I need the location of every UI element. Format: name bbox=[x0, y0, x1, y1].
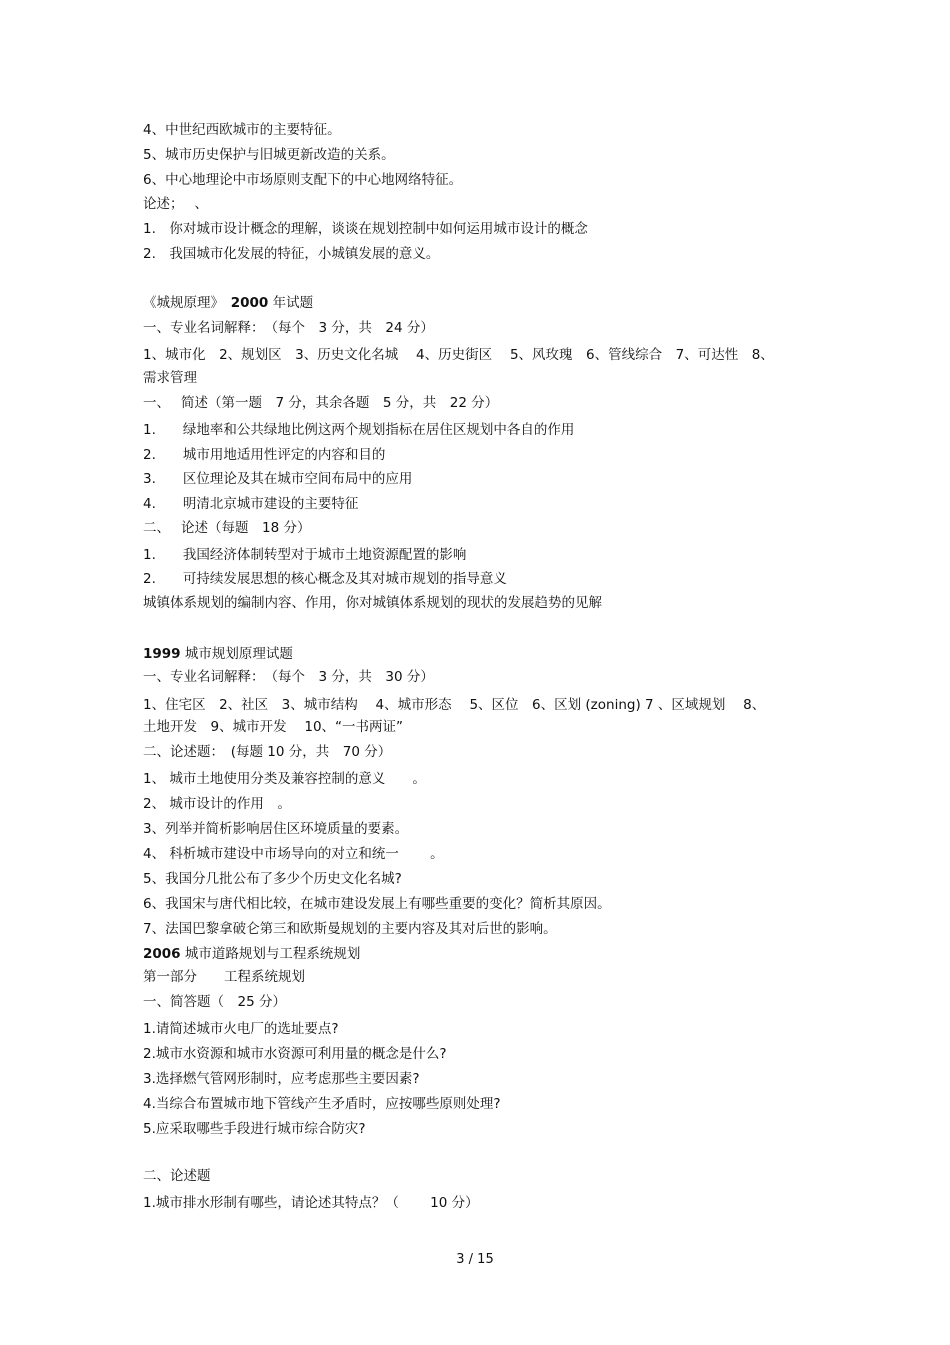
text-line: 4、中世纪西欧城市的主要特征。 bbox=[143, 122, 341, 138]
text-line: 3.选择燃气管网形制时，应考虑那些主要因素? bbox=[143, 1071, 420, 1087]
text-line: 5、我国分几批公布了多少个历史文化名城? bbox=[143, 871, 402, 887]
text-line: 论述； 、 bbox=[143, 196, 209, 212]
heading-year: 1999 bbox=[143, 646, 181, 662]
text-line: 3. 区位理论及其在城市空间布局中的应用 bbox=[143, 471, 413, 487]
text-line: 2、 城市设计的作用 。 bbox=[143, 796, 291, 812]
text-line: 1. 我国经济体制转型对于城市土地资源配置的影响 bbox=[143, 547, 467, 563]
text-line: 2. 我国城市化发展的特征，小城镇发展的意义。 bbox=[143, 246, 440, 262]
text-line: 1. 绿地率和公共绿地比例这两个规划指标在居住区规划中各自的作用 bbox=[143, 422, 575, 438]
text-line: 1、住宅区 2、社区 3、城市结构 4、城市形态 5、区位 6、区划 (zoning) 7 、区域规划 8、 bbox=[143, 697, 766, 713]
text-line: 7、法国巴黎拿破仑第三和欧斯曼规划的主要内容及其对后世的影响。 bbox=[143, 921, 557, 937]
text-line: 2.城市水资源和城市水资源可利用量的概念是什么? bbox=[143, 1046, 447, 1062]
text-line: 1、城市化 2、规划区 3、历史文化名城 4、历史街区 5、风玫瑰 6、管线综合 7、可达性 8、 bbox=[143, 347, 774, 363]
text-line: 二、 论述（每题 18 分） bbox=[143, 520, 311, 536]
text-line: 土地开发 9、城市开发 10、“一书两证” bbox=[143, 719, 404, 735]
text-line: 4. 明清北京城市建设的主要特征 bbox=[143, 496, 359, 512]
section-heading-1999 bbox=[143, 645, 293, 663]
text-line: 需求管理 bbox=[143, 370, 197, 386]
text-line: 一、 简述（第一题 7 分，其余各题 5 分，共 22 分） bbox=[143, 395, 499, 411]
section-heading-2006 bbox=[143, 945, 360, 963]
text-line: 5、城市历史保护与旧城更新改造的关系。 bbox=[143, 147, 395, 163]
page-number: 3 / 15 bbox=[456, 1252, 494, 1267]
text-line: 第一部分 工程系统规划 bbox=[143, 969, 305, 985]
text-line: 一、专业名词解释： （每个 3 分，共 30 分） bbox=[143, 669, 434, 685]
text-line: 6、中心地理论中市场原则支配下的中心地网络特征。 bbox=[143, 172, 463, 188]
heading-text: 城市规划原理试题 bbox=[180, 646, 293, 662]
text-line: 5.应采取哪些手段进行城市综合防灾? bbox=[143, 1121, 366, 1137]
text-line: 4.当综合布置城市地下管线产生矛盾时，应按哪些原则处理? bbox=[143, 1096, 501, 1112]
text-line: 一、专业名词解释： （每个 3 分，共 24 分） bbox=[143, 320, 434, 336]
heading-text: 城市道路规划与工程系统规划 bbox=[180, 946, 361, 962]
text-line: 二、论述题 bbox=[143, 1168, 211, 1184]
text-line: 3、列举并简析影响居住区环境质量的要素。 bbox=[143, 821, 409, 837]
text-line: 6、我国宋与唐代相比较，在城市建设发展上有哪些重要的变化？简析其原因。 bbox=[143, 896, 611, 912]
text-line: 4、 科析城市建设中市场导向的对立和统一 。 bbox=[143, 846, 444, 862]
text-line: 2. 可持续发展思想的核心概念及其对城市规划的指导意义 bbox=[143, 571, 507, 587]
text-line: 二、论述题： (每题 10 分，共 70 分） bbox=[143, 744, 392, 760]
heading-text: 《城规原理》 bbox=[143, 295, 231, 311]
text-line: 一、简答题（ 25 分） bbox=[143, 994, 286, 1010]
text-line: 1、 城市土地使用分类及兼容控制的意义 。 bbox=[143, 771, 426, 787]
text-line: 2. 城市用地适用性评定的内容和目的 bbox=[143, 447, 386, 463]
heading-year: 2006 bbox=[143, 946, 181, 962]
section-heading-2000 bbox=[143, 294, 313, 312]
heading-year: 2000 bbox=[230, 295, 269, 311]
text-line: 城镇体系规划的编制内容、作用，你对城镇体系规划的现状的发展趋势的见解 bbox=[143, 595, 602, 611]
text-line: 1.请简述城市火电厂的选址要点? bbox=[143, 1021, 339, 1037]
heading-suffix: 年试题 bbox=[268, 295, 314, 311]
text-line: 1.城市排水形制有哪些，请论述其特点？（ 10 分） bbox=[143, 1195, 479, 1211]
text-line: 1. 你对城市设计概念的理解，谈谈在规划控制中如何运用城市设计的概念 bbox=[143, 221, 588, 237]
